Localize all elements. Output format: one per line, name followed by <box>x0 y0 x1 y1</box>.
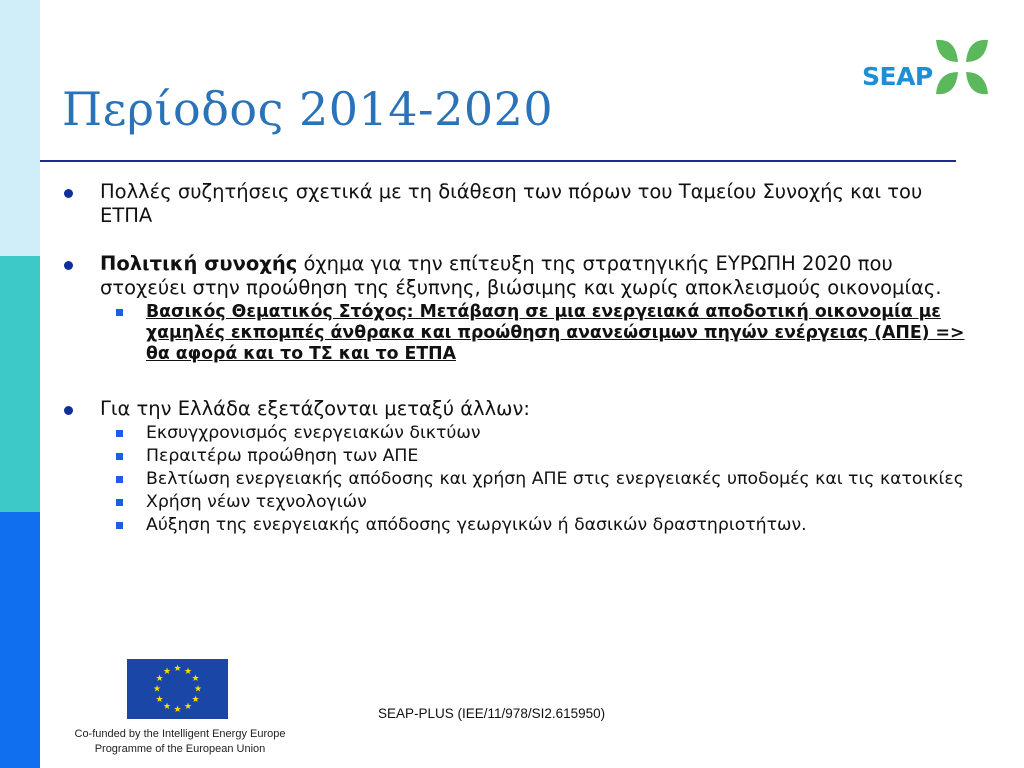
sub-bullet-item <box>58 446 968 467</box>
sub-bullet-text: Βασικός Θεματικός Στόχος: Μετάβαση σε μια ενεργειακά αποδοτική οικονομία με χαμηλές εκπομπές άνθρακα και προώθηση ανανεώσιμων πηγών ενέργειας (ΑΠΕ) => θα αφορά και το ΤΣ και το ΕΤΠΑ <box>146 302 965 364</box>
side-stripe-teal <box>0 256 40 512</box>
bullet-dot <box>64 406 73 415</box>
sub-bullet-text: Αύξηση της ενεργειακής απόδοσης γεωργικών ή δασικών δραστηριοτήτων. <box>146 515 807 535</box>
bullet-dot <box>64 189 73 198</box>
bullet-text: Για την Ελλάδα εξετάζονται μεταξύ άλλων: <box>100 397 530 420</box>
svg-text:★: ★ <box>191 674 200 684</box>
sub-bullet-text: Περαιτέρω προώθηση των ΑΠΕ <box>146 446 419 466</box>
logo-text: SEAP <box>862 62 933 91</box>
svg-text:★: ★ <box>193 684 203 695</box>
sub-bullet-square <box>116 476 123 483</box>
sub-bullet-text: Εκσυγχρονισμός ενεργειακών δικτύων <box>146 423 481 443</box>
svg-text:★: ★ <box>152 684 162 695</box>
side-stripe-blue <box>0 512 40 768</box>
sub-bullet-square <box>116 309 123 316</box>
bullet-item <box>58 180 968 228</box>
eu-flag <box>127 659 228 719</box>
svg-text:★: ★ <box>173 705 182 715</box>
title-divider <box>40 160 956 162</box>
side-stripe-light <box>0 0 40 256</box>
svg-text:★: ★ <box>173 664 182 674</box>
bullet-bold-lead: Πολιτική συνοχής <box>100 252 298 275</box>
svg-text:★: ★ <box>183 667 193 677</box>
eu-stars-icon <box>127 659 228 719</box>
sub-bullet-square <box>116 453 123 460</box>
sub-bullet-item <box>58 492 968 513</box>
eu-funding-caption <box>46 727 314 757</box>
sub-bullet-square <box>116 430 123 437</box>
eu-caption-line: Programme of the European Union <box>94 743 266 755</box>
svg-text:★: ★ <box>162 667 172 677</box>
svg-text:★: ★ <box>155 695 164 705</box>
sub-bullet-item <box>58 423 968 444</box>
sub-bullet-item <box>58 515 968 536</box>
svg-text:★: ★ <box>183 702 193 712</box>
eu-caption-line: Co-funded by the Intelligent Energy Europe <box>74 728 286 740</box>
sub-bullet-text: Χρήση νέων τεχνολογιών <box>146 492 367 512</box>
sub-bullet-item <box>58 469 968 490</box>
footer-reference: SEAP-PLUS (IEE/11/978/SI2.615950) <box>378 706 606 721</box>
seap-plus-logo <box>862 36 992 98</box>
sub-bullet-text: Βελτίωση ενεργειακής απόδοσης και χρήση ΑΠΕ στις ενεργειακές υποδομές και τις κατοικίες <box>146 469 964 489</box>
svg-text:★: ★ <box>155 674 164 684</box>
sub-bullet-item <box>58 302 968 365</box>
bullet-text: όχημα για την επίτευξη της στρατηγικής ΕΥΡΩΠΗ 2020 που στοχεύει στην προώθηση της έξυπνης, βιώσιμης και χωρίς αποκλεισμούς οικονομίας. <box>100 252 942 299</box>
bullet-dot <box>64 261 73 270</box>
four-leaf-plus-icon <box>932 36 992 98</box>
bullet-item <box>58 252 968 300</box>
bullet-text: Πολλές συζητήσεις σχετικά με τη διάθεση των πόρων του Ταμείου Συνοχής και του ΕΤΠΑ <box>100 180 923 227</box>
slide-title: Περίοδος 2014-2020 <box>62 82 554 136</box>
sub-bullet-square <box>116 522 123 529</box>
bullet-item <box>58 397 968 421</box>
svg-text:★: ★ <box>162 702 172 712</box>
sub-bullet-square <box>116 499 123 506</box>
bullet-list <box>58 180 968 536</box>
svg-text:★: ★ <box>191 695 200 705</box>
